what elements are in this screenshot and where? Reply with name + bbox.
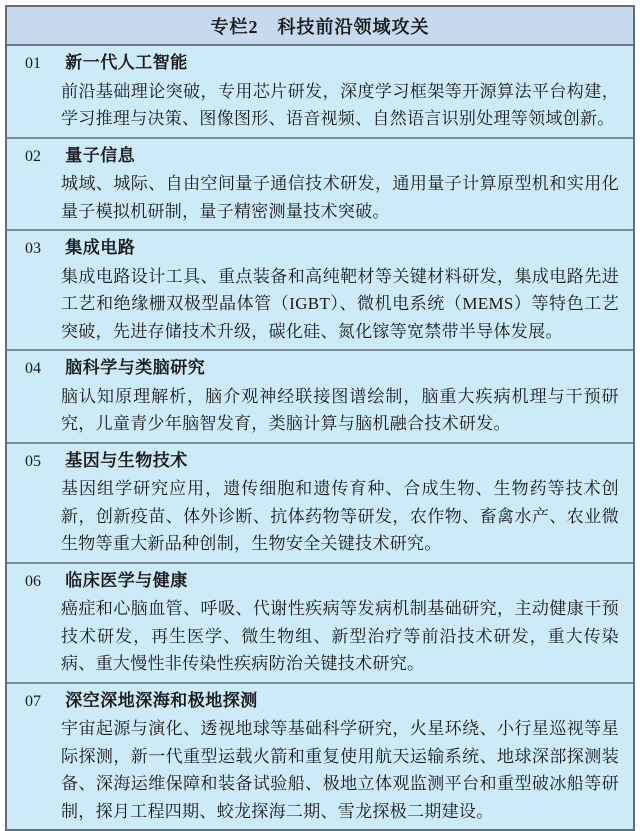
item-description: 癌症和心脑血管、呼吸、代谢性疾病等发病机制基础研究，主动健康干预技术研发，再生医学、微生物组、新型治疗等前沿技术研发，重大传染病、重大慢性非传染性疾病防治关键技术研究。 (61, 599, 619, 673)
table-row (7, 46, 633, 139)
row-head (25, 234, 619, 263)
item-number: 04 (25, 360, 41, 377)
table-row (7, 231, 633, 351)
item-number: 02 (25, 147, 41, 165)
item-description: 宇宙起源与演化、透视地球等基础科学研究，火星环绕、小行星巡视等星际探测，新一代重型运载火箭和重复使用航天运输系统、地球深部探测装备、深海运维保障和装备试验船、极地立体观监测平台和重型破冰船等研制，探月工程四期、蛟龙探海二期、雪龙探极二期建设。 (61, 719, 619, 821)
special-column-box (5, 5, 635, 831)
table-row (7, 564, 633, 684)
item-description: 脑认知原理解析，脑介观神经联接图谱绘制，脑重大疾病机理与干预研究，儿童青少年脑智发育，类脑计算与脑机融合技术研发。 (61, 386, 619, 433)
row-head (25, 687, 619, 716)
item-number: 07 (25, 692, 41, 710)
item-description: 城域、城际、自由空间量子通信技术研发，通用量子计算原型机和实用化量子模拟机研制，量子精密测量技术突破。 (61, 174, 619, 221)
item-title: 基因与生物技术 (65, 450, 188, 470)
table-row (7, 351, 633, 444)
row-head (25, 49, 619, 78)
item-title: 量子信息 (65, 145, 136, 165)
item-number: 03 (25, 240, 41, 257)
row-head (25, 447, 619, 476)
item-description: 前沿基础理论突破，专用芯片研发，深度学习框架等开源算法平台构建，学习推理与决策、图像图形、语音视频、自然语言识别处理等领域创新。 (61, 81, 619, 128)
table-row (7, 139, 633, 232)
item-title: 深空深地深海和极地探测 (65, 690, 258, 710)
item-title: 集成电路 (65, 238, 136, 257)
item-title: 新一代人工智能 (65, 53, 188, 72)
item-title: 脑科学与类脑研究 (65, 358, 206, 377)
table-row (7, 444, 633, 564)
row-head (25, 567, 619, 596)
table-row (7, 684, 633, 830)
row-head (25, 142, 619, 171)
item-number: 06 (25, 572, 41, 590)
item-description: 基因组学研究应用，遗传细胞和遗传育种、合成生物、生物药等技术创新，创新疫苗、体外诊断、抗体药物等研发，农作物、畜禽水产、农业微生物等重大新品种创制，生物安全关键技术研究。 (61, 479, 619, 553)
item-description: 集成电路设计工具、重点装备和高纯靶材等关键材料研发，集成电路先进工艺和绝缘栅双极型晶体管（IGBT）、微机电系统（MEMS）等特色工艺突破，先进存储技术升级，碳化硅、氮化镓等宽禁带半导体发展。 (61, 266, 619, 341)
item-number: 01 (25, 55, 41, 72)
row-head (25, 354, 619, 383)
item-number: 05 (25, 452, 41, 470)
column-title: 专栏2 科技前沿领域攻关 (7, 7, 633, 46)
item-title: 临床医学与健康 (65, 570, 188, 590)
